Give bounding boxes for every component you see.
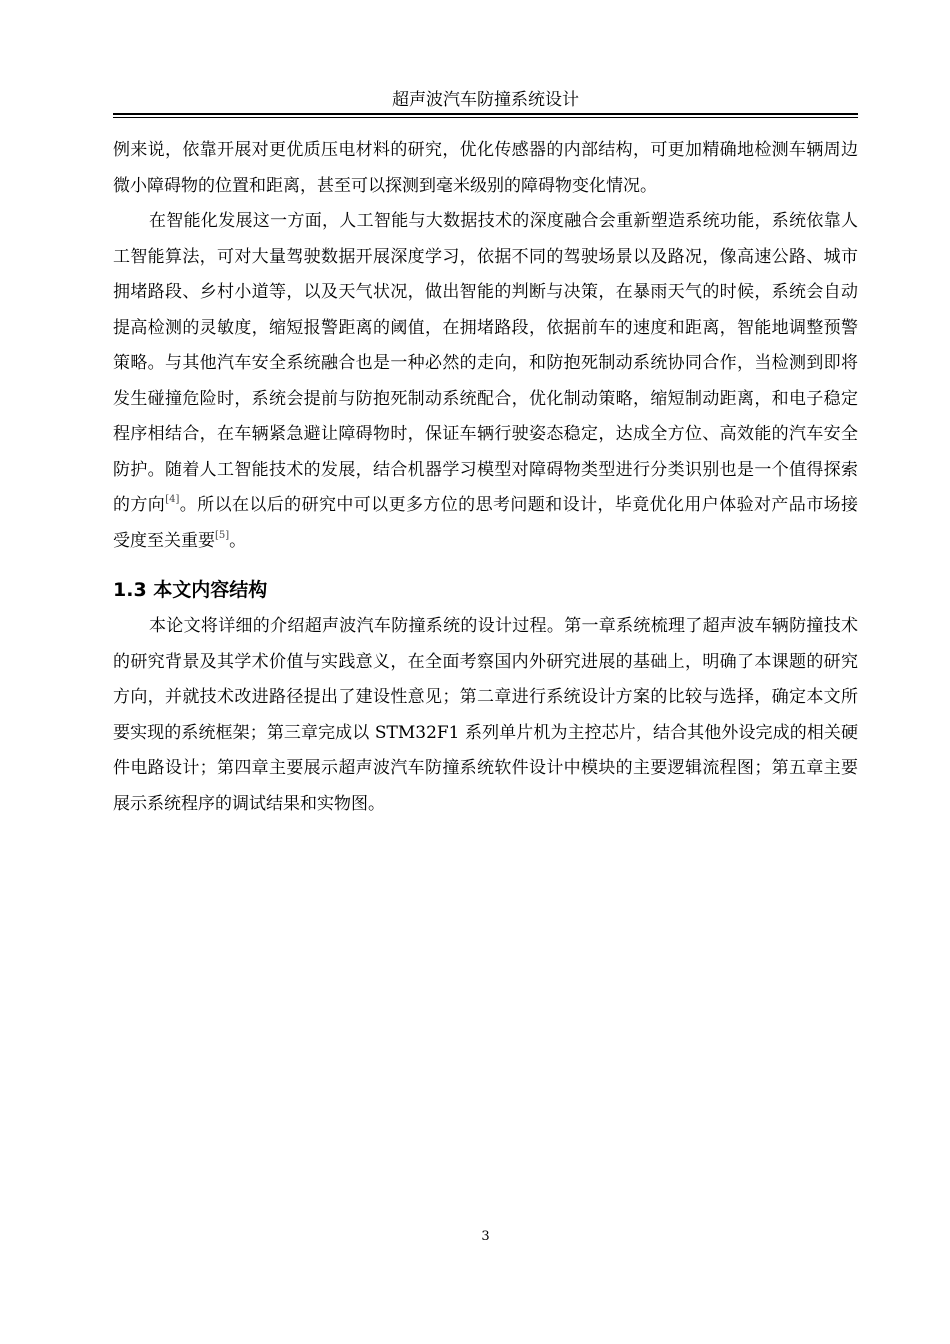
paragraph-content-structure: 本论文将详细的介绍超声波汽车防撞系统的设计过程。第一章系统梳理了超声波车辆防撞技术的研究背景及其学术价值与实践意义，在全面考察国内外研究进展的基础上，明确了本课题的研究方向，并就技术改进路径提出了建设性意见；第二章进行系统设计方案的比较与选择，确定本文所要实现的系统框架；第三章完成以 STM32F1 系列单片机为主控芯片，结合其他外设完成的相关硬件电路设计；第四章主要展示超声波汽车防撞系统软件设计中模块的主要逻辑流程图；第五章主要展示系统程序的调试结果和实物图。	[113, 616, 858, 814]
paragraph-continuation: 例来说，依靠开展对更优质压电材料的研究，优化传感器的内部结构，可更加精确地检测车辆周边微小障碍物的位置和距离，甚至可以探测到毫米级别的障碍物变化情况。	[113, 140, 858, 196]
paragraph-text-part: 。所以在以后的研究中可以更多方位的思考问题和设计，毕竟优化用户体验对产品市场接受度至关重要	[113, 495, 858, 551]
paragraph-text-part: 在智能化发展这一方面，人工智能与大数据技术的深度融合会重新塑造系统功能，系统依靠人工智能算法，可对大量驾驶数据开展深度学习，依据不同的驾驶场景以及路况，像高速公路、城市拥堵路段、乡村小道等，以及天气状况，做出智能的判断与决策，在暴雨天气的时候，系统会自动提高检测的灵敏度，缩短报警距离的阈值，在拥堵路段，依据前车的速度和距离，智能地调整预警策略。与其他汽车安全系统融合也是一种必然的走向，和防抱死制动系统协同合作，当检测到即将发生碰撞危险时，系统会提前与防抱死制动系统配合，优化制动策略，缩短制动距离，和电子稳定程序相结合，在车辆紧急避让障碍物时，保证车辆行驶姿态稳定，达成全方位、高效能的汽车安全防护。随着人工智能技术的发展，结合机器学习模型对障碍物类型进行分类识别也是一个值得探索的方向	[113, 211, 858, 515]
paragraph-text-part: 。	[229, 530, 247, 551]
citation-5[interactable]: [5]	[215, 529, 230, 541]
header-rule-thin	[113, 117, 858, 118]
paragraph-intelligent-development	[113, 204, 858, 559]
page-number: 3	[481, 1229, 490, 1244]
section-heading: 1.3 本文内容结构	[113, 579, 268, 601]
document-body	[113, 133, 858, 822]
citation-4[interactable]: [4]	[165, 494, 180, 505]
page-header-title: 超声波汽车防撞系统设计	[392, 90, 579, 110]
header-rule-thick	[113, 113, 858, 115]
